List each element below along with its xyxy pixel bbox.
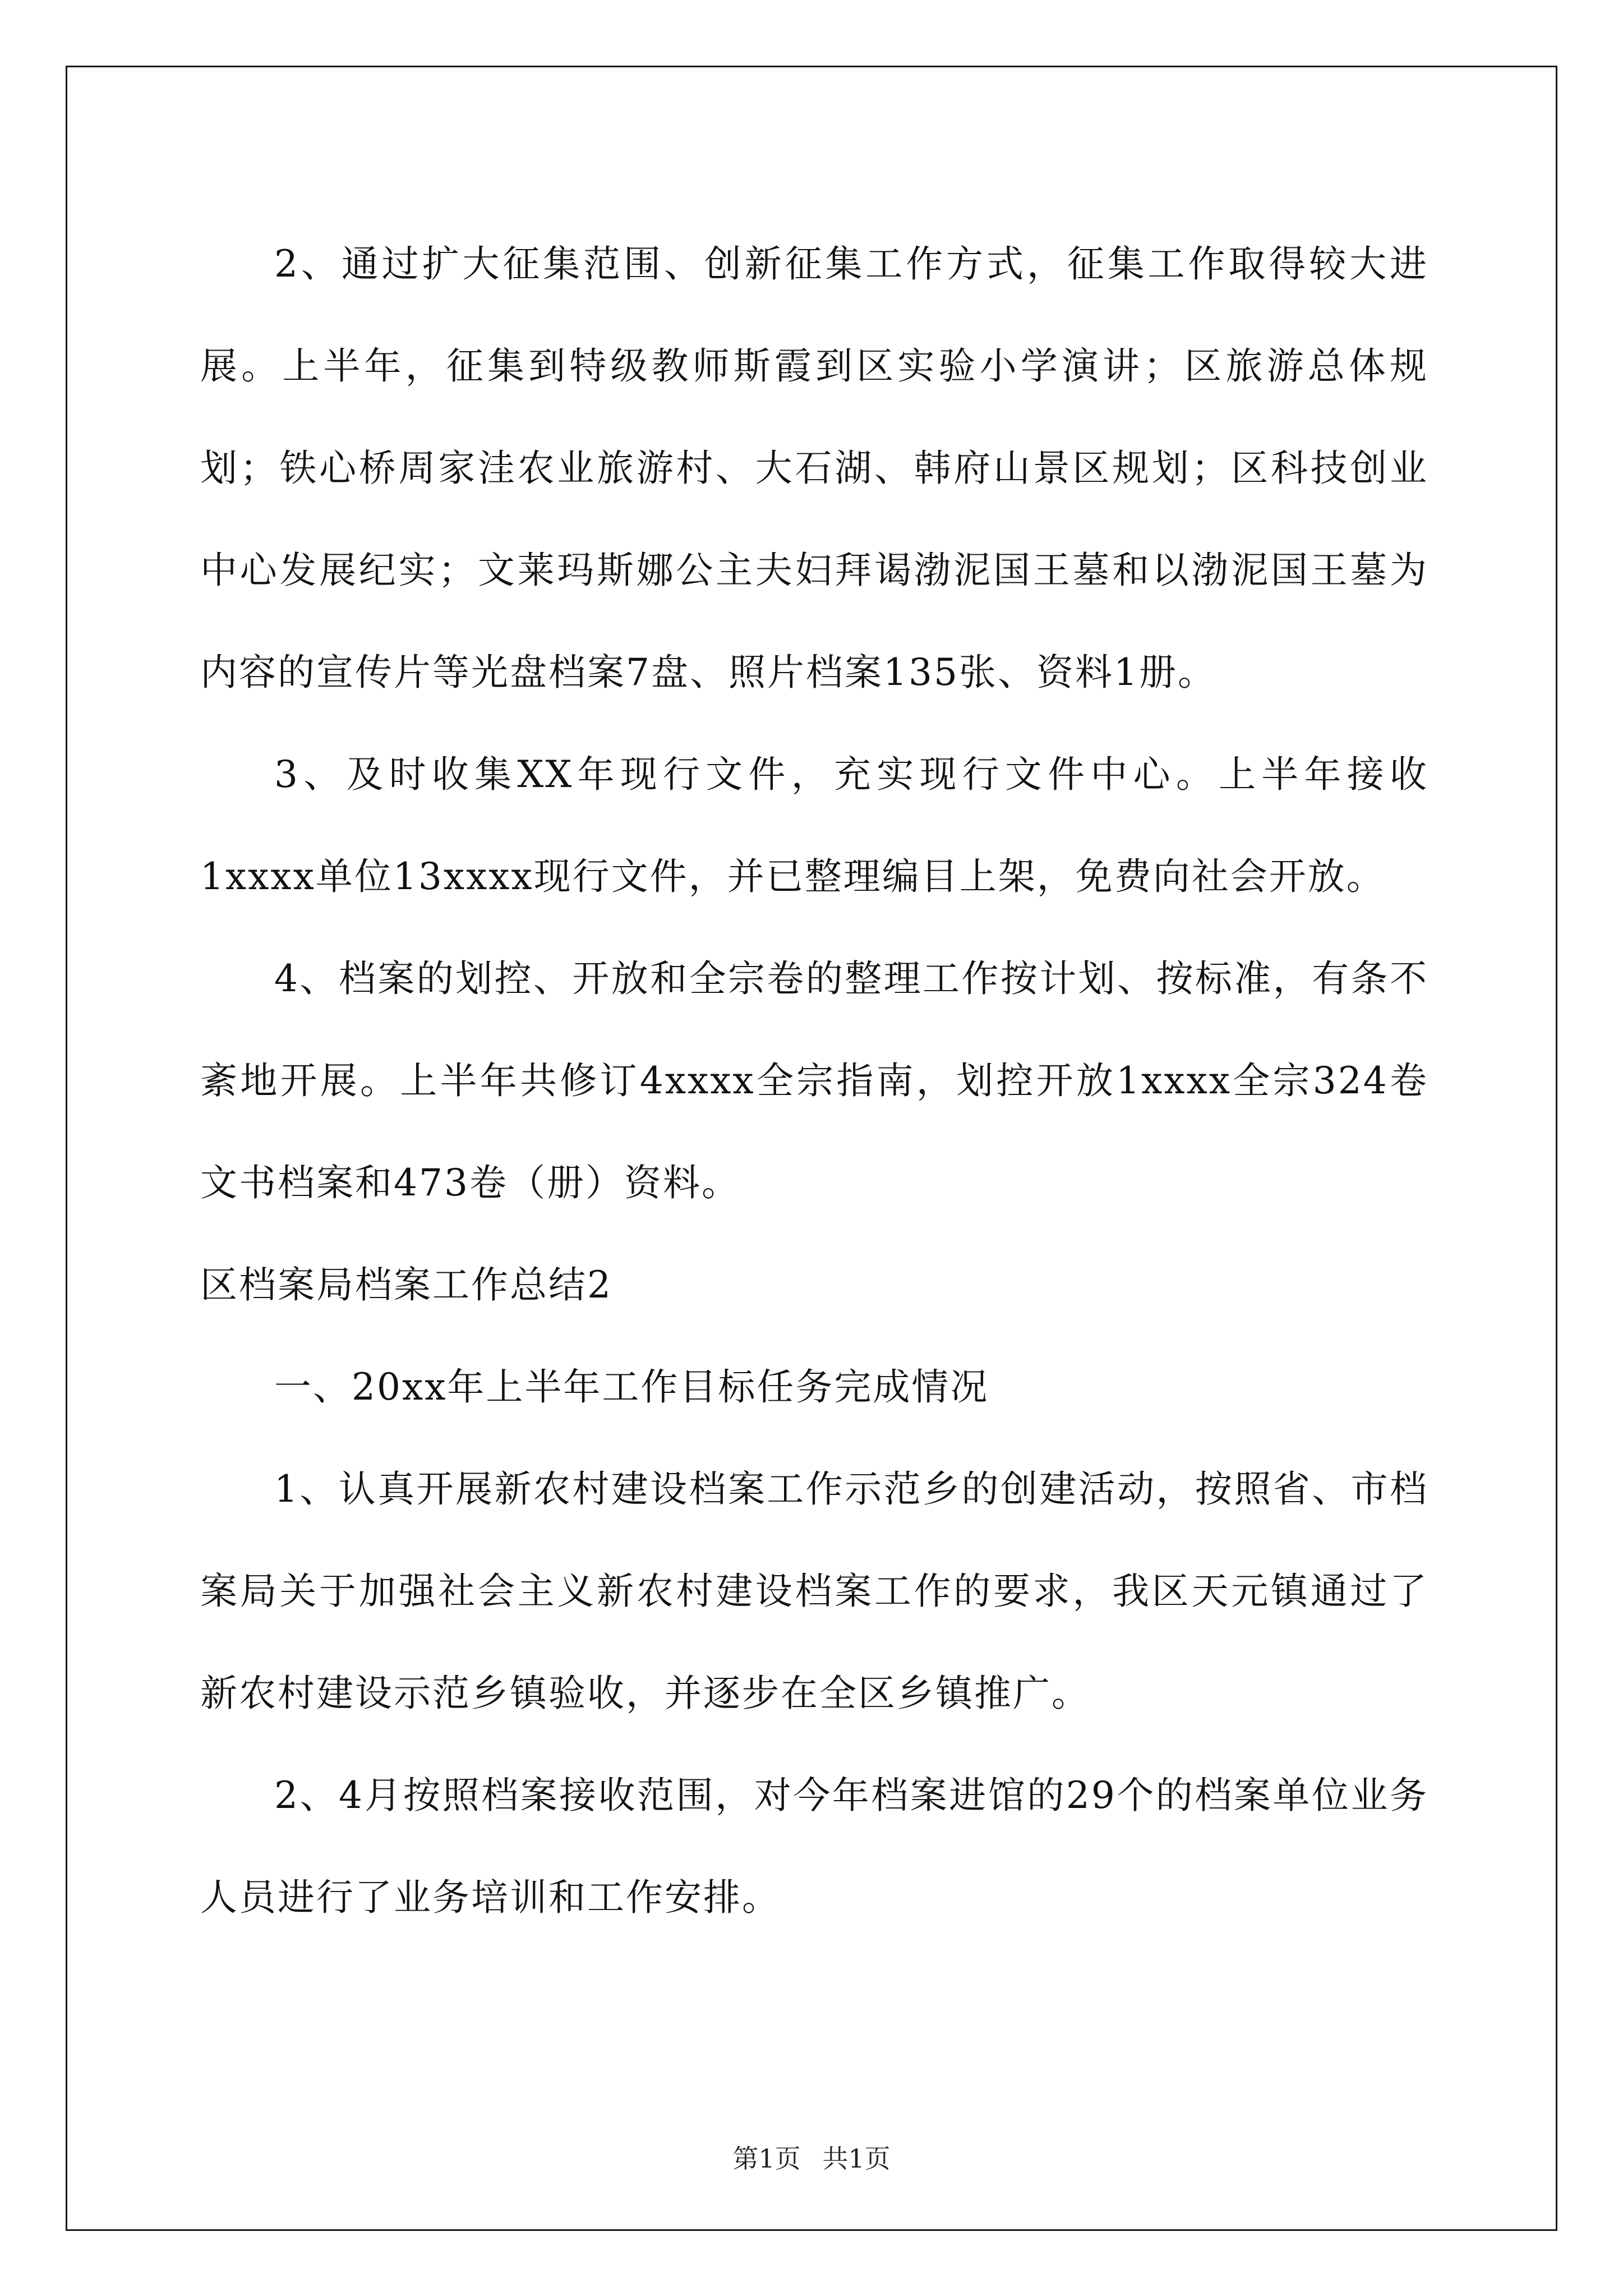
paragraph-collection-progress: 2、通过扩大征集范围、创新征集工作方式，征集工作取得较大进展。上半年，征集到特级教师斯霞到区实验小学演讲；区旅游总体规划；铁心桥周家洼农业旅游村、大石湖、韩府山景区规划；区科技创业中心发展纪实；文莱玛斯娜公主夫妇拜谒渤泥国王墓和以渤泥国王墓为内容的宣传片等光盘档案7盘、照片档案135张、资料1册。 xyxy=(200,242,1428,694)
page-number: 第1页 xyxy=(732,2143,801,2174)
page-footer xyxy=(0,2142,1623,2175)
document-body xyxy=(200,213,1428,1949)
paragraph-training: 2、4月按照档案接收范围，对今年档案进馆的29个的档案单位业务人员进行了业务培训和工作安排。 xyxy=(200,1774,1428,1919)
section-title: 区档案局档案工作总结2 xyxy=(200,1263,612,1306)
paragraph-archive-control: 4、档案的划控、开放和全宗卷的整理工作按计划、按标准，有条不紊地开展。上半年共修订4xxxx全宗指南，划控开放1xxxx全宗324卷文书档案和473卷（册）资料。 xyxy=(200,957,1428,1204)
section-subheading: 一、20xx年上半年工作目标任务完成情况 xyxy=(274,1365,989,1409)
paragraph-new-village: 1、认真开展新农村建设档案工作示范乡的创建活动，按照省、市档案局关于加强社会主义新农村建设档案工作的要求，我区天元镇通过了新农村建设示范乡镇验收，并逐步在全区乡镇推广。 xyxy=(200,1467,1428,1715)
paragraph-current-files: 3、及时收集XX年现行文件，充实现行文件中心。上半年接收1xxxx单位13xxxx现行文件，并已整理编目上架，免费向社会开放。 xyxy=(200,753,1428,898)
page-total: 共1页 xyxy=(822,2143,891,2174)
